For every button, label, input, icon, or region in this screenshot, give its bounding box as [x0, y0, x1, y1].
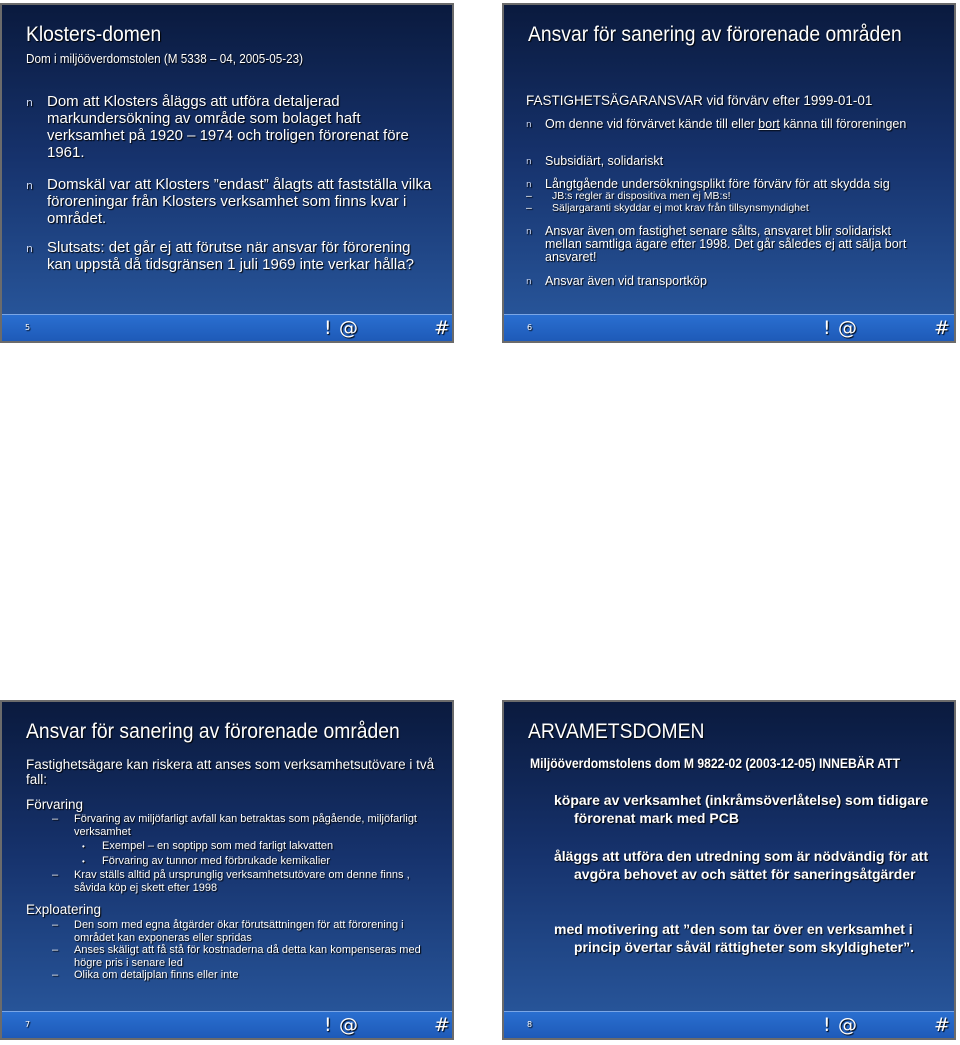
bullet-text: Slutsats: det går ej att förutse när ansvar för förorening kan uppstå då tidsgränsen 1 juli 1969 inte verkar hålla?: [47, 239, 414, 273]
bullet-text: Dom att Klosters åläggs att utföra detaljerad markundersökning av område som bolaget haft verksamhet på 1920 – 1974 och troligen förorenat före 1961.: [47, 93, 409, 161]
slide-title: Klosters-domen: [26, 23, 162, 46]
slide-6: [502, 3, 956, 343]
bullet-marker: n: [526, 157, 532, 167]
section-heading: Exploatering: [26, 902, 102, 917]
section-heading: FASTIGHETSÄGARANSVAR vid förvärv efter 1999-01-01: [526, 93, 873, 108]
exclamation-icon: !: [823, 317, 831, 339]
sub-text: Förvaring av miljöfarligt avfall kan betraktas som pågående, miljöfarligt verksamhet: [74, 813, 417, 838]
bullet-text: Ansvar även om fastighet senare sålts, ansvaret blir solidariskt mellan samtliga ägare efter 1998. Det går således ej att sälja bort ansvaret!: [545, 224, 907, 264]
intro-text: Fastighetsägare kan riskera att anses som verksamhetsutövare i två fall:: [26, 757, 435, 787]
exclamation-icon: !: [823, 1014, 831, 1036]
dash-marker: –: [52, 944, 59, 956]
sub-item: [52, 813, 432, 838]
page-number: 7: [25, 1020, 31, 1029]
dash-marker: –: [52, 869, 59, 881]
page-number: 8: [527, 1020, 533, 1029]
page-number: 5: [25, 323, 31, 332]
underlined-word: bort: [758, 117, 780, 131]
sub-item: [526, 203, 926, 214]
dot-item: [82, 856, 432, 867]
dot-marker: •: [82, 857, 85, 866]
dash-marker: –: [52, 813, 59, 825]
slide-8: [502, 700, 956, 1040]
paragraph: köpare av verksamhet (inkråmsöverlåtelse) som tidigare förorenat mark med PCB: [554, 792, 929, 826]
bullet-marker: n: [26, 179, 33, 192]
sub-item: [52, 944, 432, 969]
bullet-text: Domskäl var att Klosters ”endast” ålagts att fastställa vilka föroreningar från Klosters verksamhet som finns kvar i området.: [47, 176, 432, 227]
at-icon: @: [838, 1014, 857, 1036]
paragraph: med motivering att ”den som tar över en verksamhet i princip övertar såväl rättigheter som skyldigheter”.: [554, 921, 915, 955]
sub-text: Säljargaranti skyddar ej mot krav från tillsynsmyndighet: [552, 202, 809, 214]
sub-item: [526, 191, 926, 202]
bullet-item: [26, 93, 436, 161]
dot-item: [82, 841, 432, 852]
slide-7: [0, 700, 454, 1040]
sub-text: Olika om detaljplan finns eller inte: [74, 969, 239, 981]
at-icon: @: [339, 317, 358, 339]
bullet-item: [526, 118, 926, 131]
bullet-text: Om denne vid förvärvet kände till eller: [545, 117, 759, 131]
dash-marker: –: [52, 919, 59, 931]
at-icon: @: [838, 317, 857, 339]
bullet-item: [526, 225, 931, 264]
dash-marker: –: [526, 190, 532, 202]
slide-subtitle: Dom i miljööverdomstolen (M 5338 – 04, 2005-05-23): [26, 51, 304, 66]
bullet-item: [526, 155, 926, 168]
slide-title: Ansvar för sanering av förorenade områden: [528, 23, 902, 46]
bullet-marker: n: [26, 96, 33, 109]
slide-footer: [504, 1011, 954, 1038]
sub-text: Anses skäligt att få stå för kostnaderna då detta kan kompenseras med högre pris i senare led: [74, 944, 421, 969]
section-heading: Förvaring: [26, 797, 84, 812]
bullet-item: [526, 275, 926, 288]
sub-text: JB:s regler är dispositiva men ej MB:s!: [552, 190, 731, 202]
slide-subtitle: Miljööverdomstolens dom M 9822-02 (2003-12-05) INNEBÄR ATT: [530, 756, 900, 771]
bullet-marker: n: [526, 277, 532, 287]
hash-icon: #: [934, 1014, 950, 1036]
bullet-text: Ansvar även vid transportköp: [545, 274, 707, 288]
hash-icon: #: [934, 317, 950, 339]
dot-marker: •: [82, 842, 85, 851]
slide-title: ARVAMETSDOMEN: [528, 720, 705, 743]
dot-text: Exempel – en soptipp som med farligt lakvatten: [102, 840, 334, 852]
hash-icon: #: [434, 317, 450, 339]
exclamation-icon: !: [324, 1014, 332, 1036]
bullet-marker: n: [526, 180, 532, 190]
sub-text: Den som med egna åtgärder ökar förutsättningen för att förorening i området kan exponeras eller spridas: [74, 919, 404, 944]
dot-text: Förvaring av tunnor med förbrukade kemikalier: [102, 855, 331, 867]
slide-footer: [504, 314, 954, 341]
dash-marker: –: [526, 202, 532, 214]
bullet-marker: n: [26, 242, 33, 255]
bullet-text: känna till föroreningen: [779, 117, 907, 131]
bullet-text: Långtgående undersökningsplikt före förvärv för att skydda sig: [545, 177, 890, 191]
hash-icon: #: [434, 1014, 450, 1036]
exclamation-icon: !: [324, 317, 332, 339]
bullet-item: [26, 176, 436, 227]
sub-item: [52, 869, 432, 894]
sub-item: [52, 919, 432, 944]
bullet-text: Subsidiärt, solidariskt: [545, 154, 664, 168]
sub-text: Krav ställs alltid på ursprunglig verksamhetsutövare om denne finns , såvida köp ej skett efter 1998: [74, 869, 410, 894]
at-icon: @: [339, 1014, 358, 1036]
paragraph: åläggs att utföra den utredning som är nödvändig för att avgöra behovet av och sättet för saneringsåtgärder: [554, 848, 929, 882]
sub-item: [52, 970, 432, 981]
bullet-marker: n: [526, 227, 532, 237]
slide-title: Ansvar för sanering av förorenade områden: [26, 720, 400, 743]
dash-marker: –: [52, 969, 59, 981]
bullet-item: [26, 239, 436, 273]
bullet-marker: n: [526, 120, 532, 130]
slide-footer: [2, 1011, 452, 1038]
slide-footer: [2, 314, 452, 341]
slide-5: [0, 3, 454, 343]
page-number: 6: [527, 323, 533, 332]
